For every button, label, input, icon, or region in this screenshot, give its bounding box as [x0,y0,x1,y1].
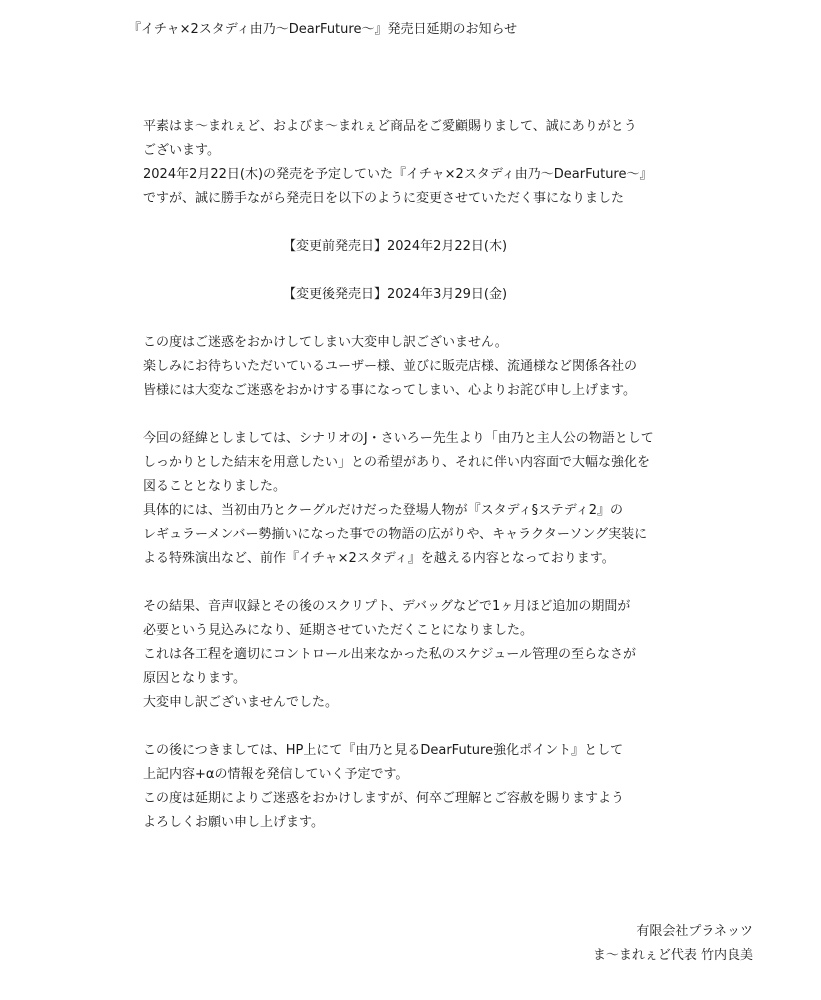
paragraph-line: ですが、誠に勝手ながら発売日を以下のように変更させていただく事になりました [143,191,625,206]
paragraph-line: この後につきましては、HP上にて『由乃と見るDearFuture強化ポイント』として [143,743,624,758]
paragraph-line: この度は延期によりご迷惑をおかけしますが、何卒ご理解とご容赦を賜りますよう [143,791,625,806]
paragraph-line: ございます。 [143,143,220,158]
paragraph-line: しっかりとした結末を用意したい」との希望があり、それに伴い内容面で大幅な強化を [143,455,651,470]
paragraph-line: 上記内容+αの情報を発信していく予定です。 [143,767,409,782]
release-date-before: 【変更前発売日】2024年2月22日(木) [283,239,508,254]
paragraph-line: 皆様には大変なご迷惑をおかけする事になってしまい、心よりお詫び申し上げます。 [143,383,636,398]
release-date-after: 【変更後発売日】2024年3月29日(金) [283,287,508,302]
paragraph-line: 今回の経緯としましては、シナリオのJ・さいろー先生より「由乃と主人公の物語として [143,431,654,446]
paragraph-line: これは各工程を適切にコントロール出来なかった私のスケジュール管理の至らなさが [143,647,636,662]
paragraph-line: よろしくお願い申し上げます。 [143,815,324,830]
paragraph-line: 具体的には、当初由乃とクーグルだけだった登場人物が『スタディ§ステディ2』の [143,503,624,518]
paragraph-line: 楽しみにお待ちいただいているユーザー様、並びに販売店様、流通様など関係各社の [143,359,638,374]
paragraph-line: 原因となります。 [143,671,246,686]
paragraph-line: よる特殊演出など、前作『イチャ×2スタディ』を越える内容となっております。 [143,551,615,566]
signature-representative: ま〜まれぇど代表 竹内良美 [592,948,753,963]
signature-company: 有限会社プラネッツ [636,924,753,939]
paragraph-line: 平素はま〜まれぇど、およびま〜まれぇど商品をご愛顧賜りまして、誠にありがとう [143,119,637,134]
paragraph-line: その結果、音声収録とその後のスクリプト、デバッグなどで1ヶ月ほど追加の期間が [143,599,631,614]
paragraph-line: 大変申し訳ございませんでした。 [143,695,339,710]
paragraph-line: 必要という見込みになり、延期させていただくことになりました。 [143,623,534,638]
signature [593,920,753,968]
paragraph-line: 2024年2月22日(木)の発売を予定していた『イチャ×2スタディ由乃〜DearFuture〜』 [143,167,653,182]
paragraph-line: レギュラーメンバー勢揃いになった事での物語の広がりや、キャラクターソング実装に [143,527,648,542]
announcement-body [143,115,743,835]
paragraph-line: この度はご迷惑をおかけしてしまい大変申し訳ございません。 [143,335,508,350]
paragraph-line: 図ることとなりました。 [143,479,287,494]
page-title: 『イチャ×2スタディ由乃〜DearFuture〜』発売日延期のお知らせ [128,22,518,37]
